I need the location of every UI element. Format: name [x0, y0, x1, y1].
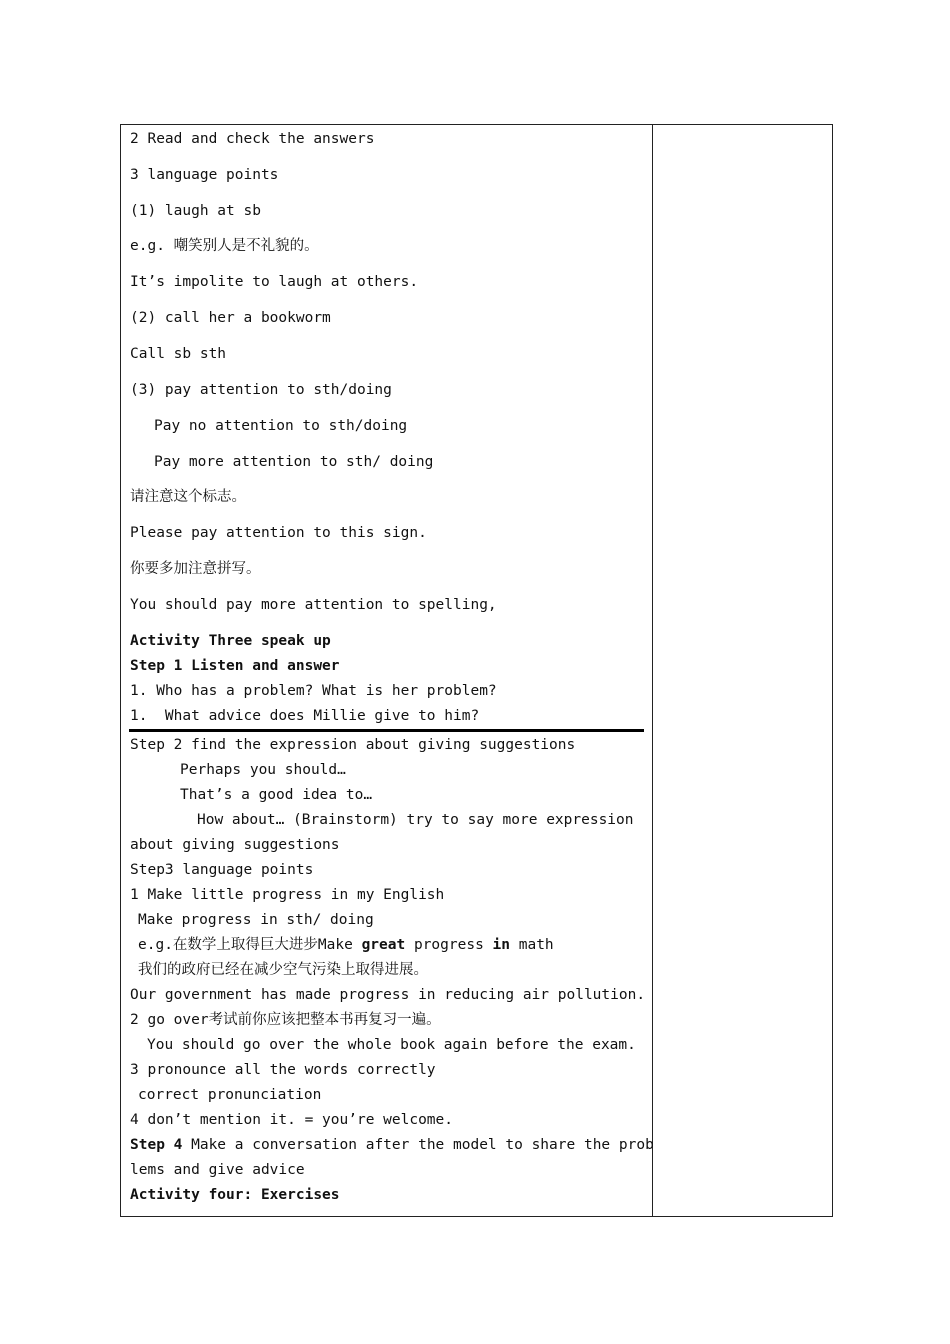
- text-line: (3) pay attention to sth/doing: [130, 382, 392, 398]
- text-span: progress: [405, 937, 493, 953]
- activity-four-line: [130, 1186, 340, 1204]
- text-line: It’s impolite to laugh at others.: [130, 274, 419, 290]
- step-four-line: [130, 1136, 654, 1154]
- activity-four-text: Exercises: [260, 1187, 340, 1203]
- lesson-table: [120, 124, 833, 1217]
- activity-four-label: Activity four:: [130, 1187, 261, 1203]
- text-span: e.g.在数学上取得巨大进步Make: [138, 937, 362, 953]
- text-line: Step3 language points: [130, 862, 314, 878]
- question-line: 1. Who has a problem? What is her problem?: [130, 683, 497, 699]
- text-line: correct pronunciation: [138, 1087, 322, 1103]
- text-line: Pay no attention to sth/doing: [154, 418, 408, 434]
- text-span: math: [510, 937, 554, 953]
- text-line: 你要多加注意拼写。: [130, 561, 261, 577]
- text-line: Please pay attention to this sign.: [130, 525, 427, 541]
- activity-three-heading: Activity Three speak up: [130, 633, 331, 649]
- text-line: e.g. 嘲笑别人是不礼貌的。: [130, 238, 319, 254]
- column-divider: [652, 125, 653, 1216]
- text-line: Pay more attention to sth/ doing: [154, 454, 434, 470]
- text-line: 3 language points: [130, 167, 279, 183]
- text-line: (2) call her a bookworm: [130, 310, 331, 326]
- text-line: 3 pronounce all the words correctly: [130, 1062, 436, 1078]
- text-line: (1) laugh at sb: [130, 203, 261, 219]
- text-line: Call sb sth: [130, 346, 227, 362]
- text-line: 请注意这个标志。: [130, 489, 246, 505]
- question-line: 1. What advice does Millie give to him?: [130, 708, 480, 724]
- step-one-heading: Step 1 Listen and answer: [130, 658, 340, 674]
- text-line: 4 don’t mention it. = you’re welcome.: [130, 1112, 454, 1128]
- text-line: Our government has made progress in reducing air pollution.: [130, 987, 646, 1003]
- step-four-label: Step 4: [130, 1137, 183, 1153]
- section-rule: [129, 729, 644, 732]
- text-line: How about… (Brainstorm) try to say more expression: [197, 812, 634, 828]
- text-line: Step 2 find the expression about giving suggestions: [130, 737, 576, 753]
- text-line: Make progress in sth/ doing: [138, 912, 374, 928]
- bold-word: great: [361, 937, 406, 953]
- example-line: [138, 936, 554, 954]
- text-line: You should pay more attention to spelling,: [130, 597, 497, 613]
- text-line: Perhaps you should…: [180, 762, 346, 778]
- text-line: That’s a good idea to…: [180, 787, 373, 803]
- text-line: 我们的政府已经在减少空气污染上取得进展。: [138, 962, 428, 978]
- text-line: You should go over the whole book again before the exam.: [147, 1037, 636, 1053]
- bold-word: in: [492, 937, 511, 953]
- text-line: about giving suggestions: [130, 837, 340, 853]
- text-line: 2 go over考试前你应该把整本书再复习一遍。: [130, 1012, 441, 1028]
- text-line: 2 Read and check the answers: [130, 131, 375, 147]
- text-line: 1 Make little progress in my English: [130, 887, 445, 903]
- text-span: Make a conversation after the model to share the prob: [182, 1137, 654, 1153]
- text-line: lems and give advice: [130, 1162, 305, 1178]
